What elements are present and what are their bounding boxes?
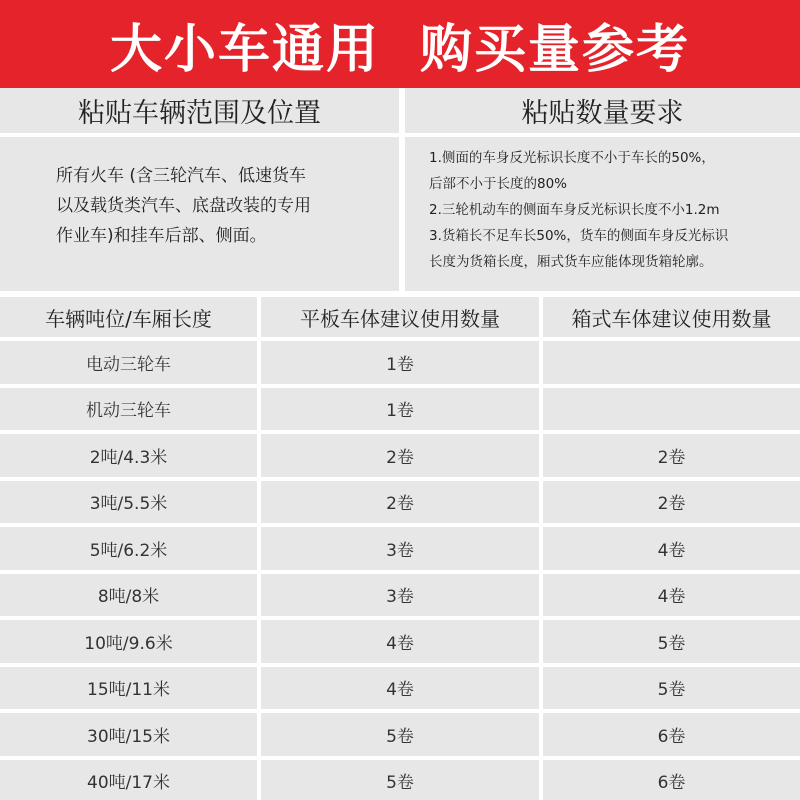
column-header-box: 箱式车体建议使用数量 xyxy=(543,297,800,341)
box-qty-cell xyxy=(543,341,800,388)
requirement-line: 1.侧面的车身反光标识长度不小于车长的50%， xyxy=(429,150,715,166)
info-body-row xyxy=(0,137,800,291)
scope-line: 作业车)和挂车后部、侧面。 xyxy=(56,226,267,246)
requirement-line: 后部不小于长度的80% xyxy=(429,176,568,192)
flatbed-qty-cell: 3卷 xyxy=(261,574,543,621)
quantity-table xyxy=(0,297,800,800)
box-qty-cell: 5卷 xyxy=(543,620,800,667)
box-qty-cell: 6卷 xyxy=(543,760,800,800)
table-row xyxy=(0,481,800,528)
table-row xyxy=(0,434,800,481)
vehicle-cell: 3吨/5.5米 xyxy=(0,481,261,528)
vehicle-cell: 2吨/4.3米 xyxy=(0,434,261,481)
table-header-row xyxy=(0,297,800,341)
flatbed-qty-cell: 2卷 xyxy=(261,481,543,528)
table-row xyxy=(0,620,800,667)
title-banner xyxy=(0,0,800,88)
box-qty-cell: 5卷 xyxy=(543,667,800,714)
flatbed-qty-cell: 4卷 xyxy=(261,620,543,667)
table-row xyxy=(0,341,800,388)
table-row xyxy=(0,667,800,714)
box-qty-cell: 2卷 xyxy=(543,434,800,481)
requirement-line: 长度为货箱长度，厢式货车应能体现货箱轮廓。 xyxy=(429,254,713,270)
box-qty-cell: 4卷 xyxy=(543,574,800,621)
flatbed-qty-cell: 3卷 xyxy=(261,527,543,574)
box-qty-cell: 2卷 xyxy=(543,481,800,528)
scope-description xyxy=(0,137,399,291)
flatbed-qty-cell: 4卷 xyxy=(261,667,543,714)
box-qty-cell xyxy=(543,388,800,435)
flatbed-qty-cell: 1卷 xyxy=(261,388,543,435)
vehicle-cell: 15吨/11米 xyxy=(0,667,261,714)
vehicle-cell: 30吨/15米 xyxy=(0,713,261,760)
table-row xyxy=(0,388,800,435)
table-row xyxy=(0,574,800,621)
vehicle-cell: 10吨/9.6米 xyxy=(0,620,261,667)
flatbed-qty-cell: 5卷 xyxy=(261,760,543,800)
box-qty-cell: 4卷 xyxy=(543,527,800,574)
quantity-requirement-header: 粘贴数量要求 xyxy=(405,88,800,133)
requirement-line: 3.货箱长不足车长50%，货车的侧面车身反光标识 xyxy=(429,228,729,244)
vehicle-cell: 40吨/17米 xyxy=(0,760,261,800)
banner-title-left: 大小车通用 xyxy=(109,19,380,80)
scope-header: 粘贴车辆范围及位置 xyxy=(0,88,399,133)
scope-line: 所有火车 (含三轮汽车、低速货车 xyxy=(56,166,307,186)
table-row xyxy=(0,713,800,760)
box-qty-cell: 6卷 xyxy=(543,713,800,760)
vehicle-cell: 5吨/6.2米 xyxy=(0,527,261,574)
banner-title-right: 购买量参考 xyxy=(420,19,691,80)
scope-line: 以及载货类汽车、底盘改装的专用 xyxy=(56,196,311,216)
column-header-vehicle: 车辆吨位/车厢长度 xyxy=(0,297,261,341)
vehicle-cell: 8吨/8米 xyxy=(0,574,261,621)
requirement-line: 2.三轮机动车的侧面车身反光标识长度不小1.2m xyxy=(429,202,720,218)
flatbed-qty-cell: 5卷 xyxy=(261,713,543,760)
flatbed-qty-cell: 2卷 xyxy=(261,434,543,481)
info-header-row xyxy=(0,88,800,133)
flatbed-qty-cell: 1卷 xyxy=(261,341,543,388)
vehicle-cell: 机动三轮车 xyxy=(0,388,261,435)
vehicle-cell: 电动三轮车 xyxy=(0,341,261,388)
table-row xyxy=(0,527,800,574)
quantity-requirements xyxy=(405,137,800,291)
table-row xyxy=(0,760,800,800)
column-header-flatbed: 平板车体建议使用数量 xyxy=(261,297,543,341)
